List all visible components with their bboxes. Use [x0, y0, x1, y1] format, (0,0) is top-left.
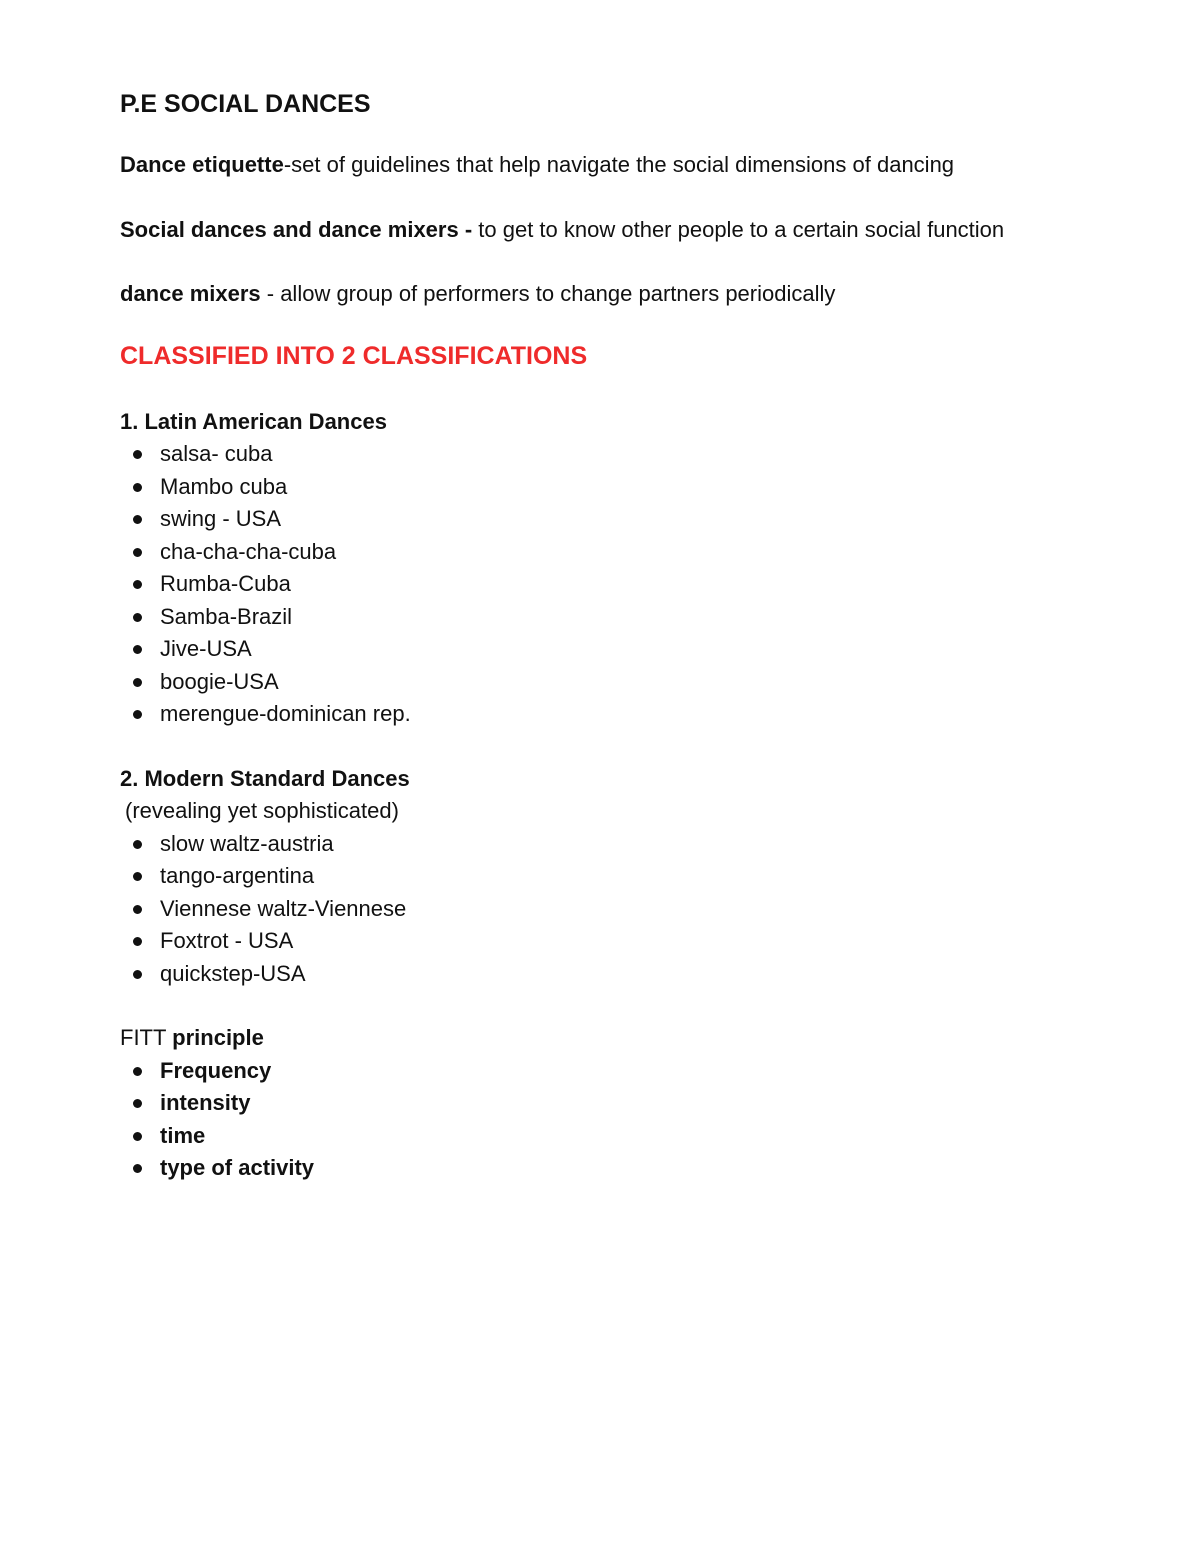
bullet-icon [133, 580, 142, 589]
list-item [120, 1087, 1080, 1120]
list-item-text: Foxtrot - USA [160, 928, 294, 953]
list-item [120, 1055, 1080, 1088]
definition-dance-etiquette [120, 149, 1080, 182]
list-item [120, 860, 1080, 893]
list-item-text: quickstep-USA [160, 960, 306, 986]
definition-social-dances [120, 214, 1080, 247]
list-item-text: boogie-USA [160, 668, 279, 694]
latin-dances-list [120, 438, 1080, 731]
list-item [120, 438, 1080, 471]
list-item [120, 958, 1080, 991]
list-item [120, 601, 1080, 634]
bullet-icon [133, 970, 142, 979]
list-item [120, 828, 1080, 861]
list-item [120, 503, 1080, 536]
bullet-icon [133, 872, 142, 881]
list-item-text: time [160, 1122, 206, 1148]
list-item-text: Mambo cuba [160, 473, 288, 499]
latin-dances-heading: 1. Latin American Dances [120, 408, 387, 434]
list-item [120, 536, 1080, 569]
bullet-icon [133, 483, 142, 492]
list-item [120, 633, 1080, 666]
list-item-text: slow waltz-austria [160, 830, 334, 856]
bullet-icon [133, 905, 142, 914]
list-item-text: cha-cha-cha-cuba [160, 538, 337, 564]
definition-text: to get to know other people to a certain social function [472, 216, 1005, 242]
definition-term: Dance etiquette [120, 152, 284, 177]
bullet-icon [133, 1099, 142, 1108]
definition-term: dance mixers [120, 281, 261, 306]
list-item-text: type of activity [160, 1155, 315, 1180]
bullet-icon [133, 1132, 142, 1141]
list-item [120, 698, 1080, 731]
definition-text: -set of guidelines that help navigate the social dimensions of dancing [283, 152, 955, 177]
list-item [120, 1120, 1080, 1153]
bullet-icon [133, 710, 142, 719]
bullet-icon [133, 613, 142, 622]
list-item-text: Samba-Brazil [160, 603, 293, 629]
modern-dances-list [120, 828, 1080, 991]
fitt-heading-bold: principle [172, 1025, 264, 1050]
list-item-text: tango-argentina [160, 863, 315, 888]
modern-dances-note: (revealing yet sophisticated) [125, 798, 399, 823]
list-item [120, 471, 1080, 504]
list-item-text: salsa- cuba [160, 441, 273, 466]
bullet-icon [133, 937, 142, 946]
list-item [120, 666, 1080, 699]
classification-heading: CLASSIFIED INTO 2 CLASSIFICATIONS [120, 341, 588, 370]
bullet-icon [133, 450, 142, 459]
definition-text: - allow group of performers to change partners periodically [260, 281, 836, 306]
list-item [120, 925, 1080, 958]
list-item [120, 893, 1080, 926]
fitt-heading [120, 1022, 1080, 1055]
list-item [120, 568, 1080, 601]
list-item-text: Frequency [160, 1057, 272, 1083]
bullet-icon [133, 548, 142, 557]
definition-term: Social dances and dance mixers - [120, 216, 473, 242]
bullet-icon [133, 515, 142, 524]
list-item-text: Viennese waltz-Viennese [160, 895, 407, 921]
modern-dances-heading: 2. Modern Standard Dances [120, 765, 410, 791]
list-item-text: swing - USA [160, 506, 282, 531]
definition-dance-mixers [120, 278, 1080, 311]
fitt-list [120, 1055, 1080, 1185]
bullet-icon [133, 645, 142, 654]
bullet-icon [133, 1067, 142, 1076]
list-item-text: Rumba-Cuba [160, 571, 291, 596]
bullet-icon [133, 1164, 142, 1173]
document-page [120, 84, 1080, 1185]
page-title: P.E SOCIAL DANCES [120, 90, 371, 118]
bullet-icon [133, 678, 142, 687]
bullet-icon [133, 840, 142, 849]
list-item-text: Jive-USA [160, 636, 252, 661]
list-item-text: intensity [160, 1090, 251, 1115]
fitt-heading-plain: FITT [120, 1025, 173, 1050]
list-item-text: merengue-dominican rep. [160, 701, 411, 726]
list-item [120, 1152, 1080, 1185]
